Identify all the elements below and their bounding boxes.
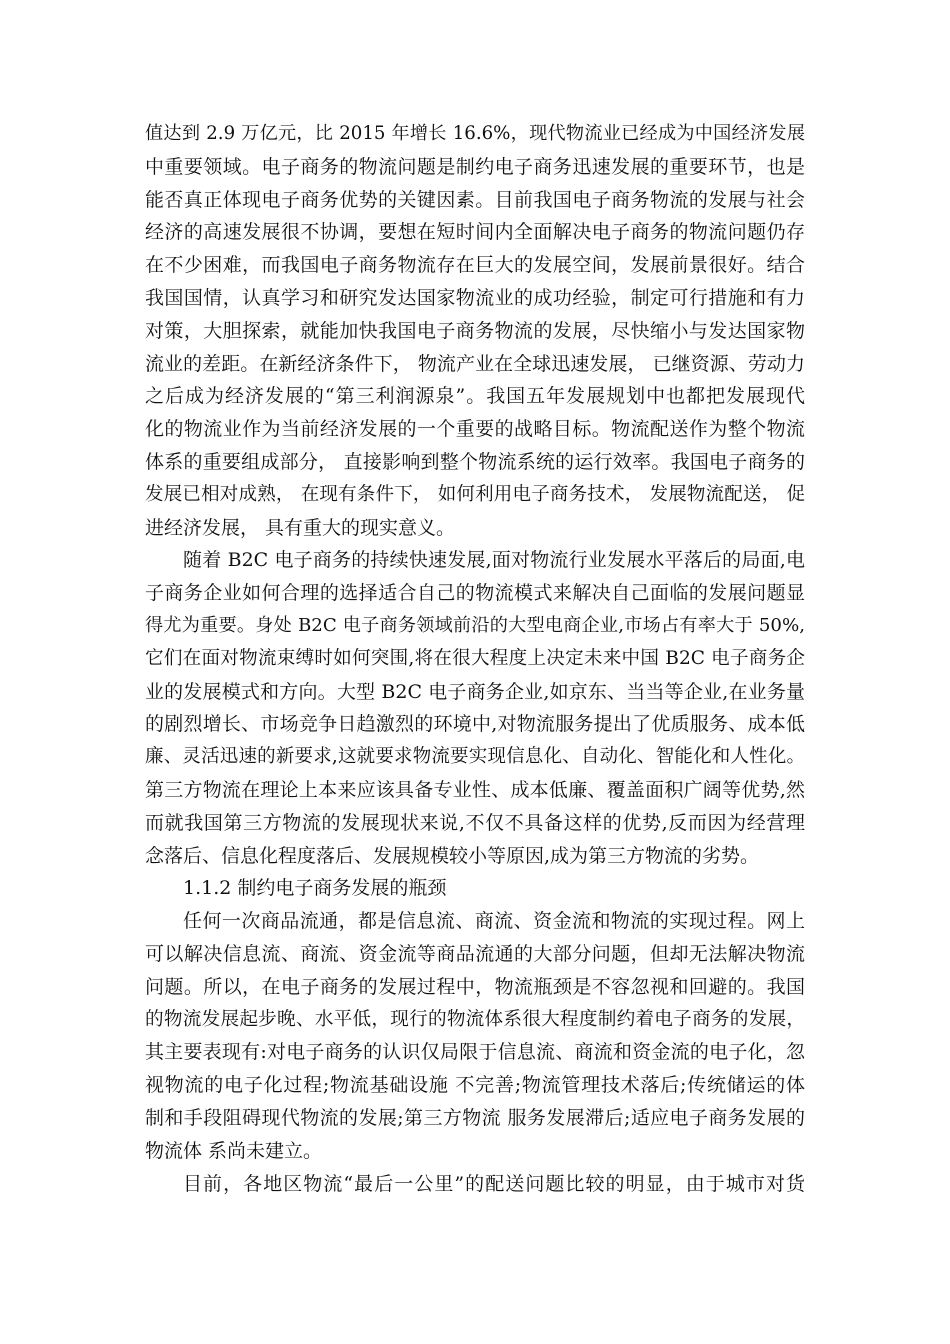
text-line: 物流体 系尚未建立。	[145, 1139, 323, 1162]
text-line: 第三方物流在理论上本来应该具备专业性、成本低廉、覆盖面积广阔等优势,然	[145, 778, 805, 801]
text-line: 视物流的电子化过程;物流基础设施 不完善;物流管理技术落后;传统储运的体	[145, 1074, 805, 1097]
text-line: 在不少困难，而我国电子商务物流存在巨大的发展空间，发展前景很好。结合	[145, 254, 805, 277]
document-body	[145, 118, 805, 1200]
text-line: 的物流发展起步晚、水平低，现行的物流体系很大程度制约着电子商务的发展，	[145, 1008, 805, 1030]
text-line: 的剧烈增长、市场竞争日趋激烈的环境中,对物流服务提出了优质服务、成本低	[145, 713, 805, 736]
text-line: 子商务企业如何合理的选择适合自己的物流模式来解决自己面临的发展问题显	[145, 582, 805, 605]
text-line: 随着 B2C 电子商务的持续快速发展,面对物流行业发展水平落后的局面,电	[183, 549, 805, 572]
paragraph-1	[145, 118, 805, 544]
paragraph-3	[145, 905, 805, 1167]
text-line: 业的发展模式和方向。大型 B2C 电子商务企业,如京东、当当等企业,在业务量	[145, 680, 805, 703]
text-line: 经济的高速发展很不协调，要想在短时间内全面解决电子商务的物流问题仍存	[145, 221, 805, 244]
text-line: 制和手段阻碍现代物流的发展;第三方物流 服务发展滞后;适应电子商务发展的	[145, 1106, 805, 1129]
text-line: 其主要表现有:对电子商务的认识仅局限于信息流、商流和资金流的电子化，忽	[145, 1041, 805, 1064]
text-line: 问题。所以，在电子商务的发展过程中，物流瓶颈是不容忽视和回避的。我国	[145, 975, 805, 998]
text-line: 廉、灵活迅速的新要求,这就要求物流要实现信息化、自动化、智能化和人性化。	[145, 746, 805, 768]
text-line: 目前，各地区物流“最后一公里”的配送问题比较的明显，由于城市对货	[183, 1172, 805, 1195]
text-line: 值达到 2.9 万亿元，比 2015 年增长 16.6%，现代物流业已经成为中国经济发展	[145, 123, 805, 144]
paragraph-2	[145, 544, 805, 872]
text-line: 任何一次商品流通，都是信息流、商流、资金流和物流的实现过程。网上	[183, 910, 805, 933]
text-line: 流业的差距。在新经济条件下， 物流产业在全球迅速发展， 已继资源、劳动力	[145, 352, 805, 375]
text-line: 化的物流业作为当前经济发展的一个重要的战略目标。物流配送作为整个物流	[145, 418, 805, 441]
text-line: 对策，大胆探索，就能加快我国电子商务物流的发展，尽快缩小与发达国家物	[145, 319, 805, 342]
text-line: 可以解决信息流、商流、资金流等商品流通的大部分问题，但却无法解决物流	[145, 942, 805, 965]
text-line: 能否真正体现电子商务优势的关键因素。目前我国电子商务物流的发展与社会	[145, 188, 805, 211]
text-line: 而就我国第三方物流的发展现状来说,不仅不具备这样的优势,反而因为经营理	[145, 811, 805, 834]
text-line: 念落后、信息化程度落后、发展规模较小等原因,成为第三方物流的劣势。	[145, 844, 760, 867]
text-line: 它们在面对物流束缚时如何突围,将在很大程度上决定未来中国 B2C 电子商务企	[145, 647, 805, 669]
text-line: 发展已相对成熟， 在现有条件下， 如何利用电子商务技术， 发展物流配送， 促	[145, 483, 805, 505]
text-line: 进经济发展， 具有重大的现实意义。	[145, 516, 456, 539]
text-line: 我国国情，认真学习和研究发达国家物流业的成功经验，制定可行措施和有力	[145, 286, 805, 309]
text-line: 体系的重要组成部分， 直接影响到整个物流系统的运行效率。我国电子商务的	[145, 450, 805, 473]
section-heading: 1.1.2 制约电子商务发展的瓶颈	[183, 877, 447, 900]
paragraph-4	[145, 1168, 805, 1201]
text-line: 之后成为经济发展的“第三利润源泉”。我国五年发展规划中也都把发展现代	[145, 385, 805, 408]
text-line: 中重要领域。电子商务的物流问题是制约电子商务迅速发展的重要环节，也是	[145, 155, 805, 178]
text-line: 得尤为重要。身处 B2C 电子商务领域前沿的大型电商企业,市场占有率大于 50%,	[145, 614, 805, 636]
